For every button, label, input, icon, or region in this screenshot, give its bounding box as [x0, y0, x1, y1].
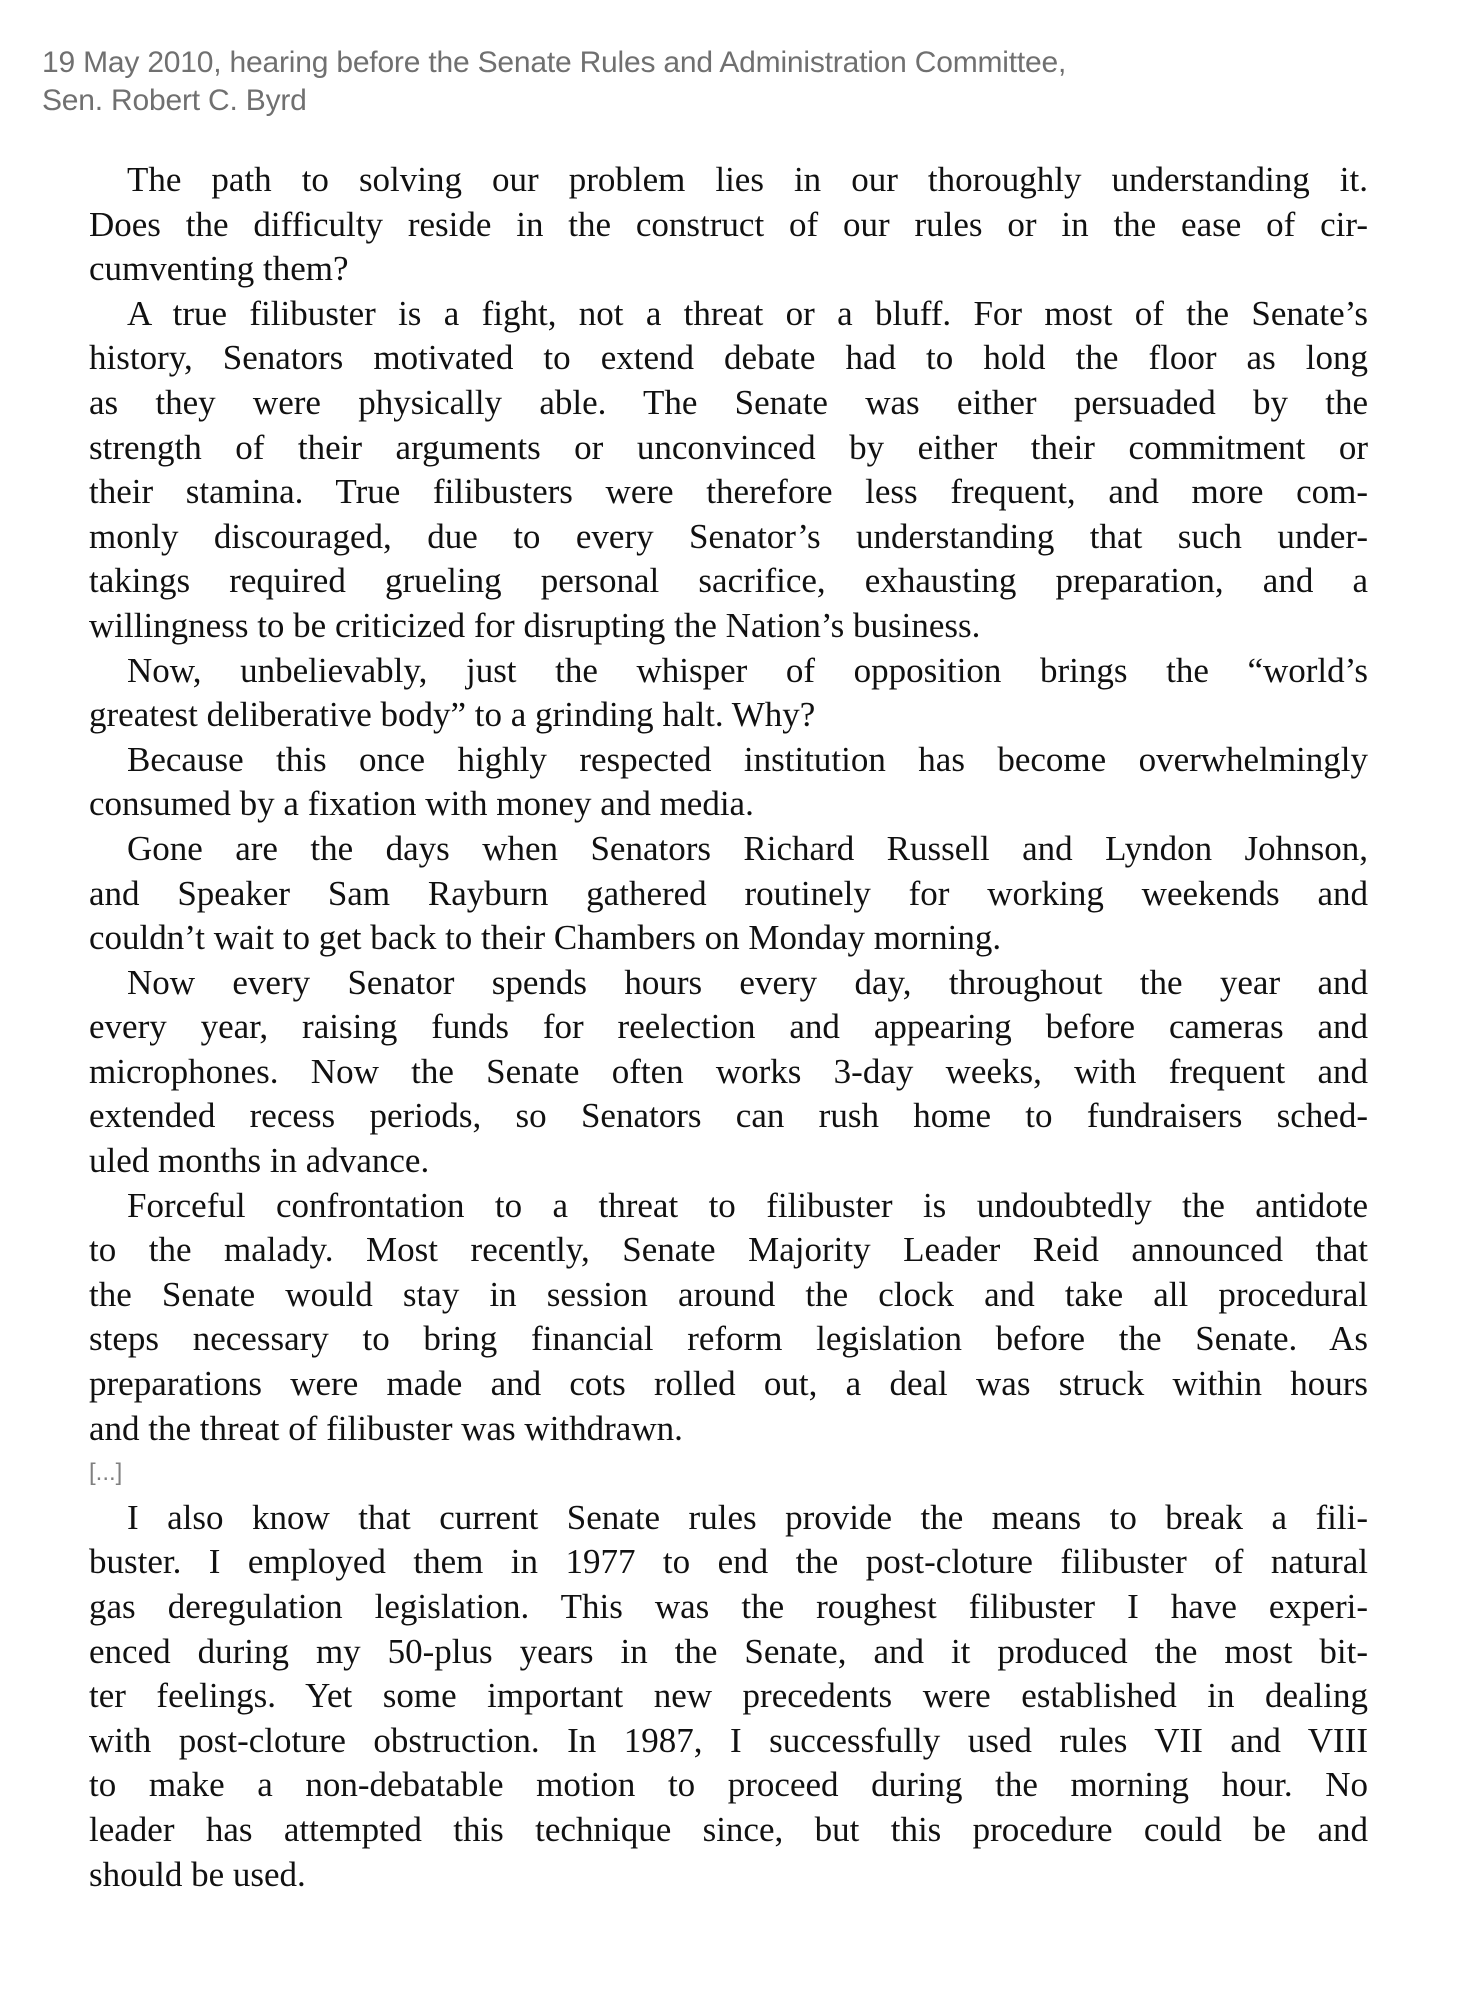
text-line: cumventing them?	[89, 249, 349, 289]
text-line: leader has attempted this technique since, but this procedure could be and	[89, 1809, 1368, 1849]
text-line: I also know that current Senate rules provide the means to break a fili-	[127, 1497, 1368, 1537]
text-line: to make a non-debatable motion to proceed during the morning hour. No	[89, 1765, 1368, 1805]
text-line: ter feelings. Yet some important new precedents were established in dealing	[89, 1676, 1368, 1716]
text-line: Because this once highly respected institution has become overwhelmingly	[127, 739, 1368, 779]
text-line: microphones. Now the Senate often works 3-day weeks, with frequent and	[89, 1051, 1368, 1091]
text-line: with post-cloture obstruction. In 1987, I successfully used rules VII and VIII	[89, 1720, 1368, 1760]
text-line: greatest deliberative body” to a grinding halt. Why?	[89, 695, 816, 735]
paragraph	[89, 158, 1368, 292]
omission-marker: [...]	[89, 1459, 123, 1487]
text-line: enced during my 50-plus years in the Senate, and it produced the most bit-	[89, 1631, 1368, 1671]
paragraph	[89, 292, 1368, 649]
text-line: takings required grueling personal sacrifice, exhausting preparation, and a	[89, 561, 1368, 601]
text-line: Forceful confrontation to a threat to filibuster is undoubtedly the antidote	[127, 1185, 1368, 1225]
text-line: history, Senators motivated to extend debate had to hold the floor as long	[89, 338, 1368, 378]
caption-line-date-hearing: 19 May 2010, hearing before the Senate Rules and Administration Committee,	[42, 46, 1067, 79]
text-line: steps necessary to bring financial reform legislation before the Senate. As	[89, 1319, 1368, 1359]
text-line: strength of their arguments or unconvinced by either their commitment or	[89, 427, 1368, 467]
text-line: Does the difficulty reside in the construct of our rules or in the ease of cir-	[89, 204, 1368, 244]
text-line: preparations were made and cots rolled out, a deal was struck within hours	[89, 1364, 1368, 1404]
text-line: A true filibuster is a fight, not a threat or a bluff. For most of the Senate’s	[127, 293, 1368, 333]
text-line: extended recess periods, so Senators can rush home to fundraisers sched-	[89, 1096, 1368, 1136]
text-line: should be used.	[89, 1854, 306, 1894]
paragraph	[89, 738, 1368, 827]
text-line: their stamina. True filibusters were therefore less frequent, and more com-	[89, 472, 1368, 512]
text-line: gas deregulation legislation. This was the roughest filibuster I have experi-	[89, 1587, 1368, 1626]
text-line: Gone are the days when Senators Richard Russell and Lyndon Johnson,	[127, 828, 1368, 868]
paragraph	[89, 649, 1368, 738]
text-line: The path to solving our problem lies in our thoroughly understanding it.	[127, 160, 1368, 199]
paragraph	[89, 827, 1368, 961]
text-line: monly discouraged, due to every Senator’s understanding that such under-	[89, 516, 1368, 556]
document-body	[89, 158, 1368, 1897]
paragraph	[89, 1496, 1368, 1897]
text-line: and Speaker Sam Rayburn gathered routinely for working weekends and	[89, 873, 1368, 913]
text-line: Now every Senator spends hours every day, throughout the year and	[127, 962, 1368, 1002]
text-line: uled months in advance.	[89, 1141, 430, 1181]
caption-line-speaker: Sen. Robert C. Byrd	[42, 84, 307, 117]
text-line: buster. I employed them in 1977 to end the post-cloture filibuster of natural	[89, 1542, 1368, 1582]
paragraph	[89, 961, 1368, 1184]
text-line: as they were physically able. The Senate was either persuaded by the	[89, 382, 1368, 422]
text-line: and the threat of filibuster was withdrawn.	[89, 1408, 683, 1448]
text-line: consumed by a fixation with money and media.	[89, 784, 754, 824]
text-line: every year, raising funds for reelection and appearing before cameras and	[89, 1007, 1368, 1047]
text-line: to the malady. Most recently, Senate Majority Leader Reid announced that	[89, 1230, 1368, 1270]
text-line: willingness to be criticized for disrupting the Nation’s business.	[89, 605, 981, 645]
paragraph	[89, 1184, 1368, 1452]
text-line: couldn’t wait to get back to their Chambers on Monday morning.	[89, 918, 1002, 958]
text-line: Now, unbelievably, just the whisper of opposition brings the “world’s	[127, 650, 1368, 690]
document-caption	[42, 44, 1422, 120]
text-line: the Senate would stay in session around the clock and take all procedural	[89, 1274, 1368, 1314]
